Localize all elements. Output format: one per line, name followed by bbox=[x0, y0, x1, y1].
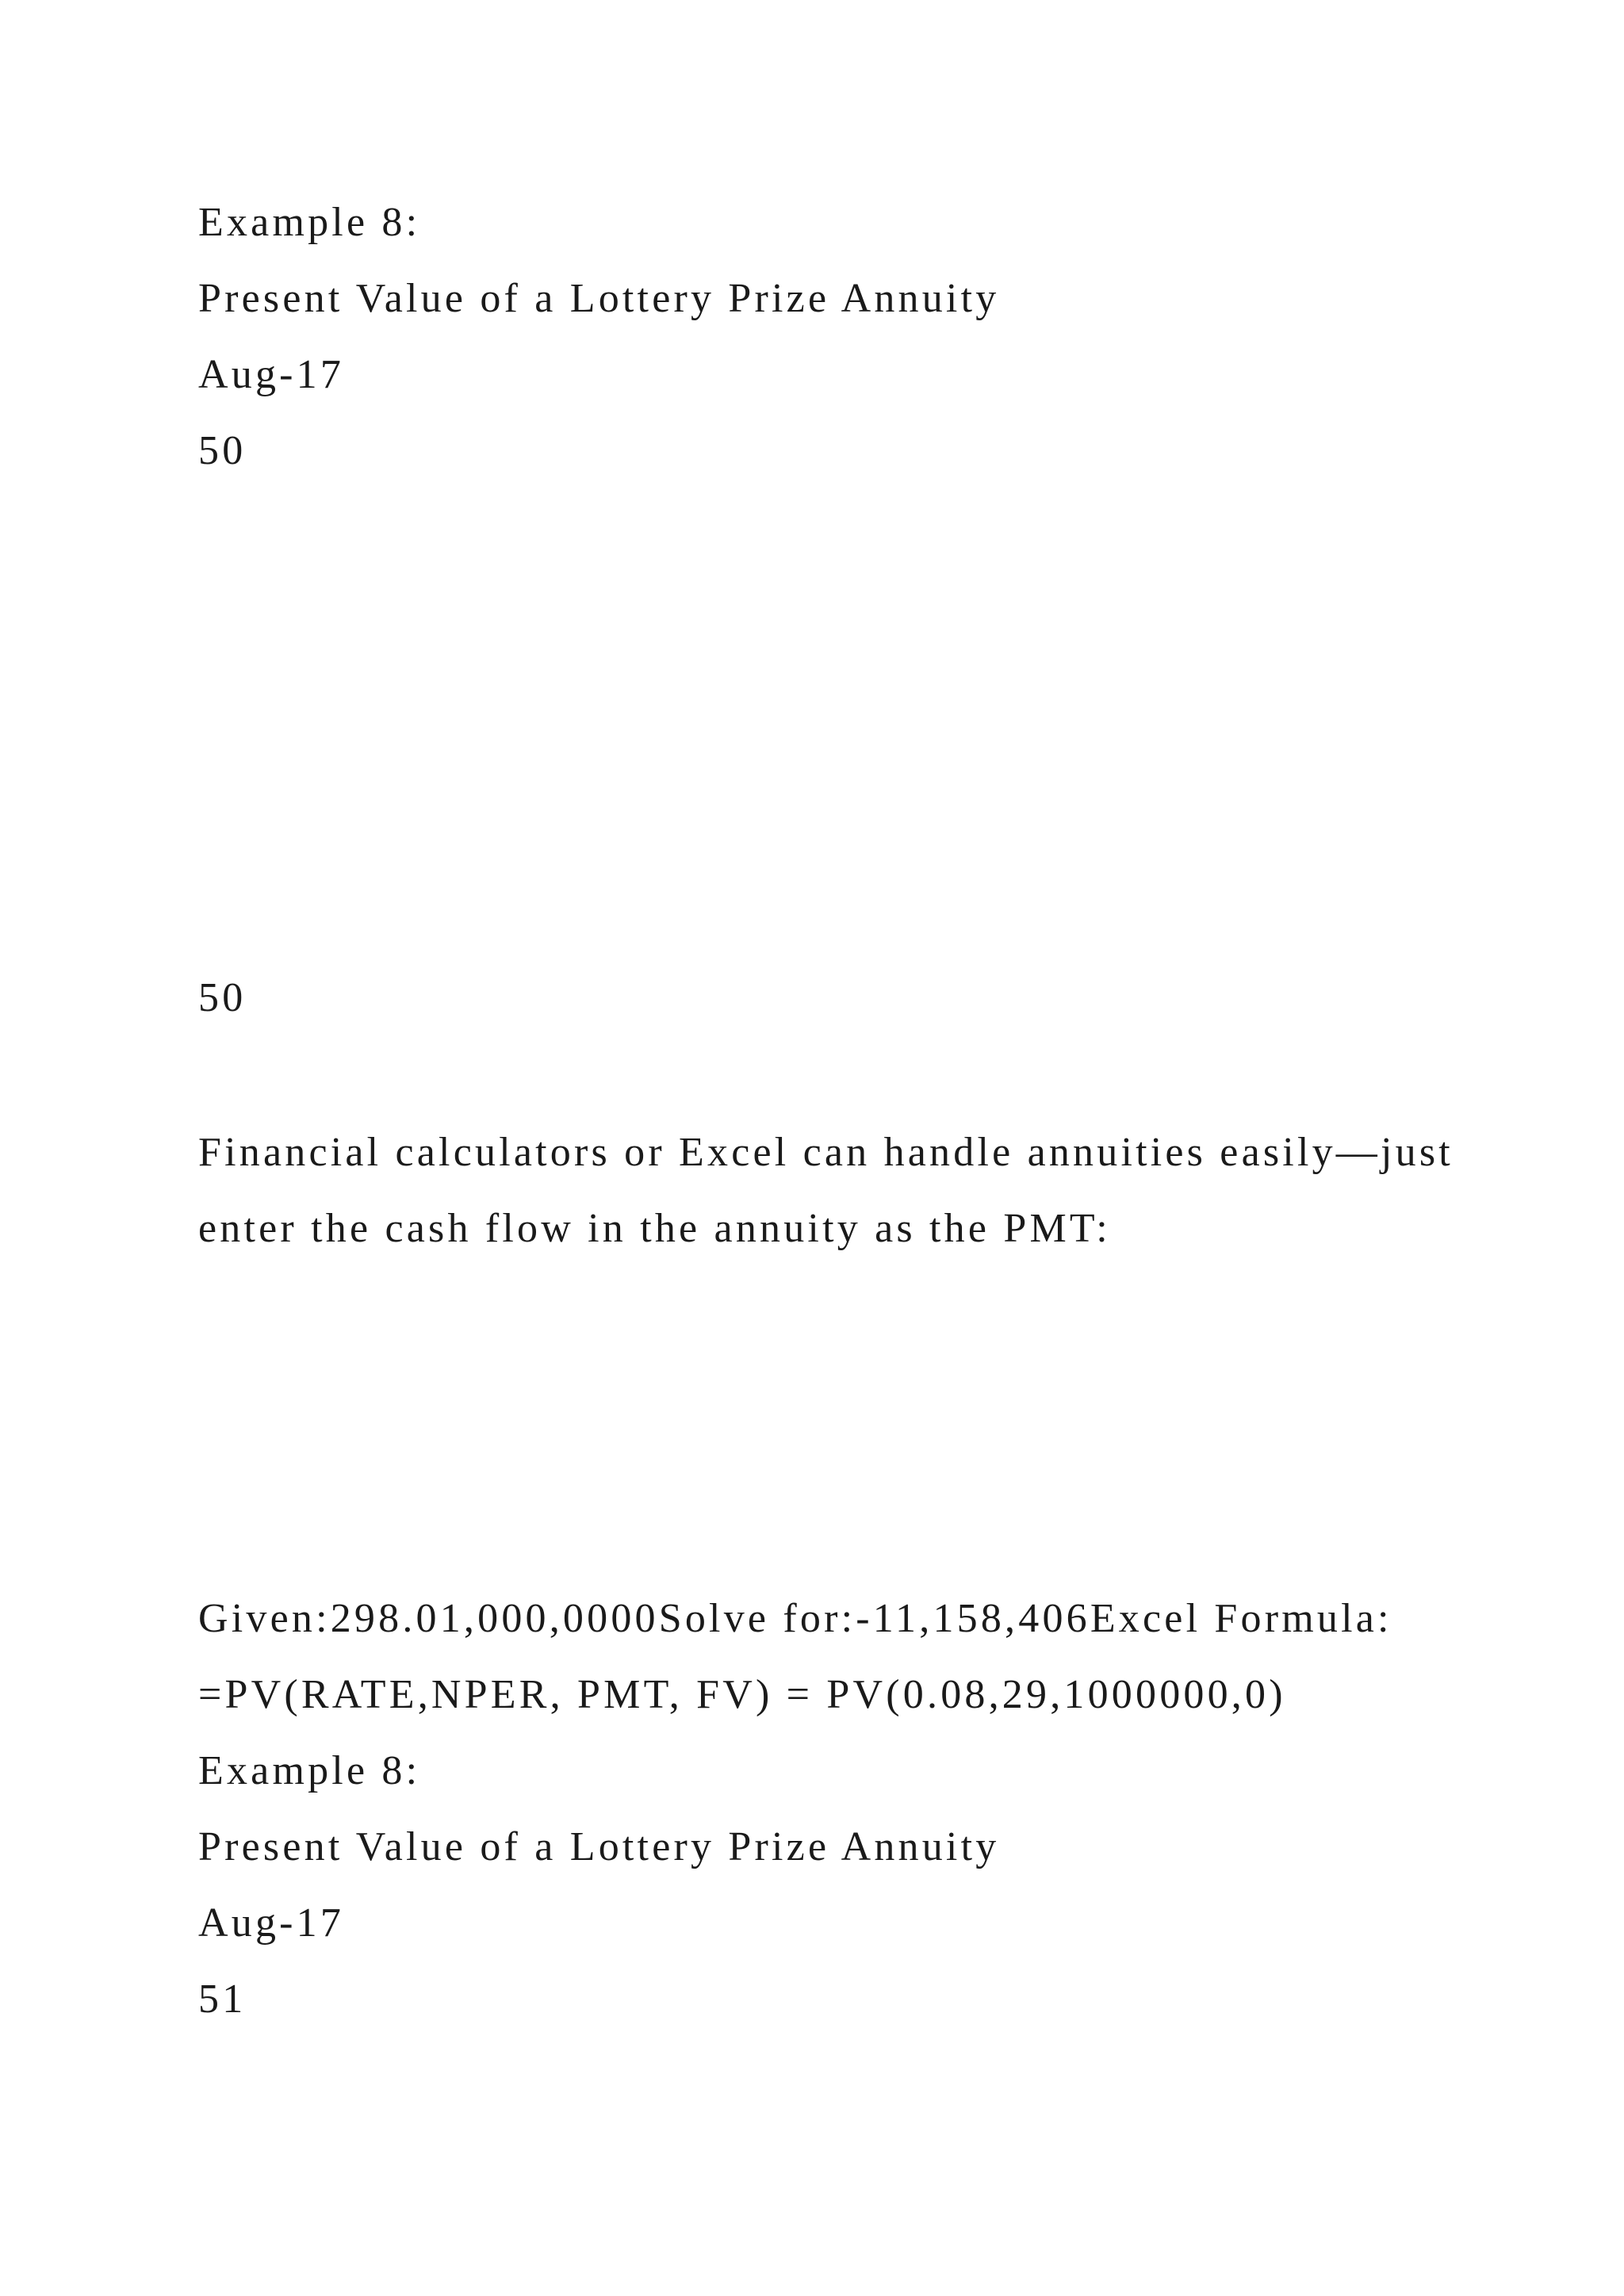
body-text-line-1: Financial calculators or Excel can handle annuities easily—just bbox=[198, 1130, 1454, 1175]
slide-title-2: Present Value of a Lottery Prize Annuity bbox=[198, 1824, 1000, 1869]
slide-date-2: Aug-17 bbox=[198, 1900, 345, 1946]
slide-date: Aug-17 bbox=[198, 352, 345, 397]
example-heading-2: Example 8: bbox=[198, 1748, 421, 1793]
slide-title: Present Value of a Lottery Prize Annuity bbox=[198, 276, 1000, 321]
page-number-repeat: 50 bbox=[198, 975, 247, 1020]
example-heading: Example 8: bbox=[198, 200, 421, 245]
body-text-line-2: enter the cash flow in the annuity as the PMT: bbox=[198, 1206, 1111, 1251]
page-number-2: 51 bbox=[198, 1976, 247, 2022]
excel-formula-line: =PV(RATE,NPER, PMT, FV) = PV(0.08,29,1000000,0) bbox=[198, 1672, 1286, 1717]
given-solve-line: Given:298.01,000,0000Solve for:-11,158,406Excel Formula: bbox=[198, 1596, 1392, 1641]
page-number: 50 bbox=[198, 428, 247, 473]
